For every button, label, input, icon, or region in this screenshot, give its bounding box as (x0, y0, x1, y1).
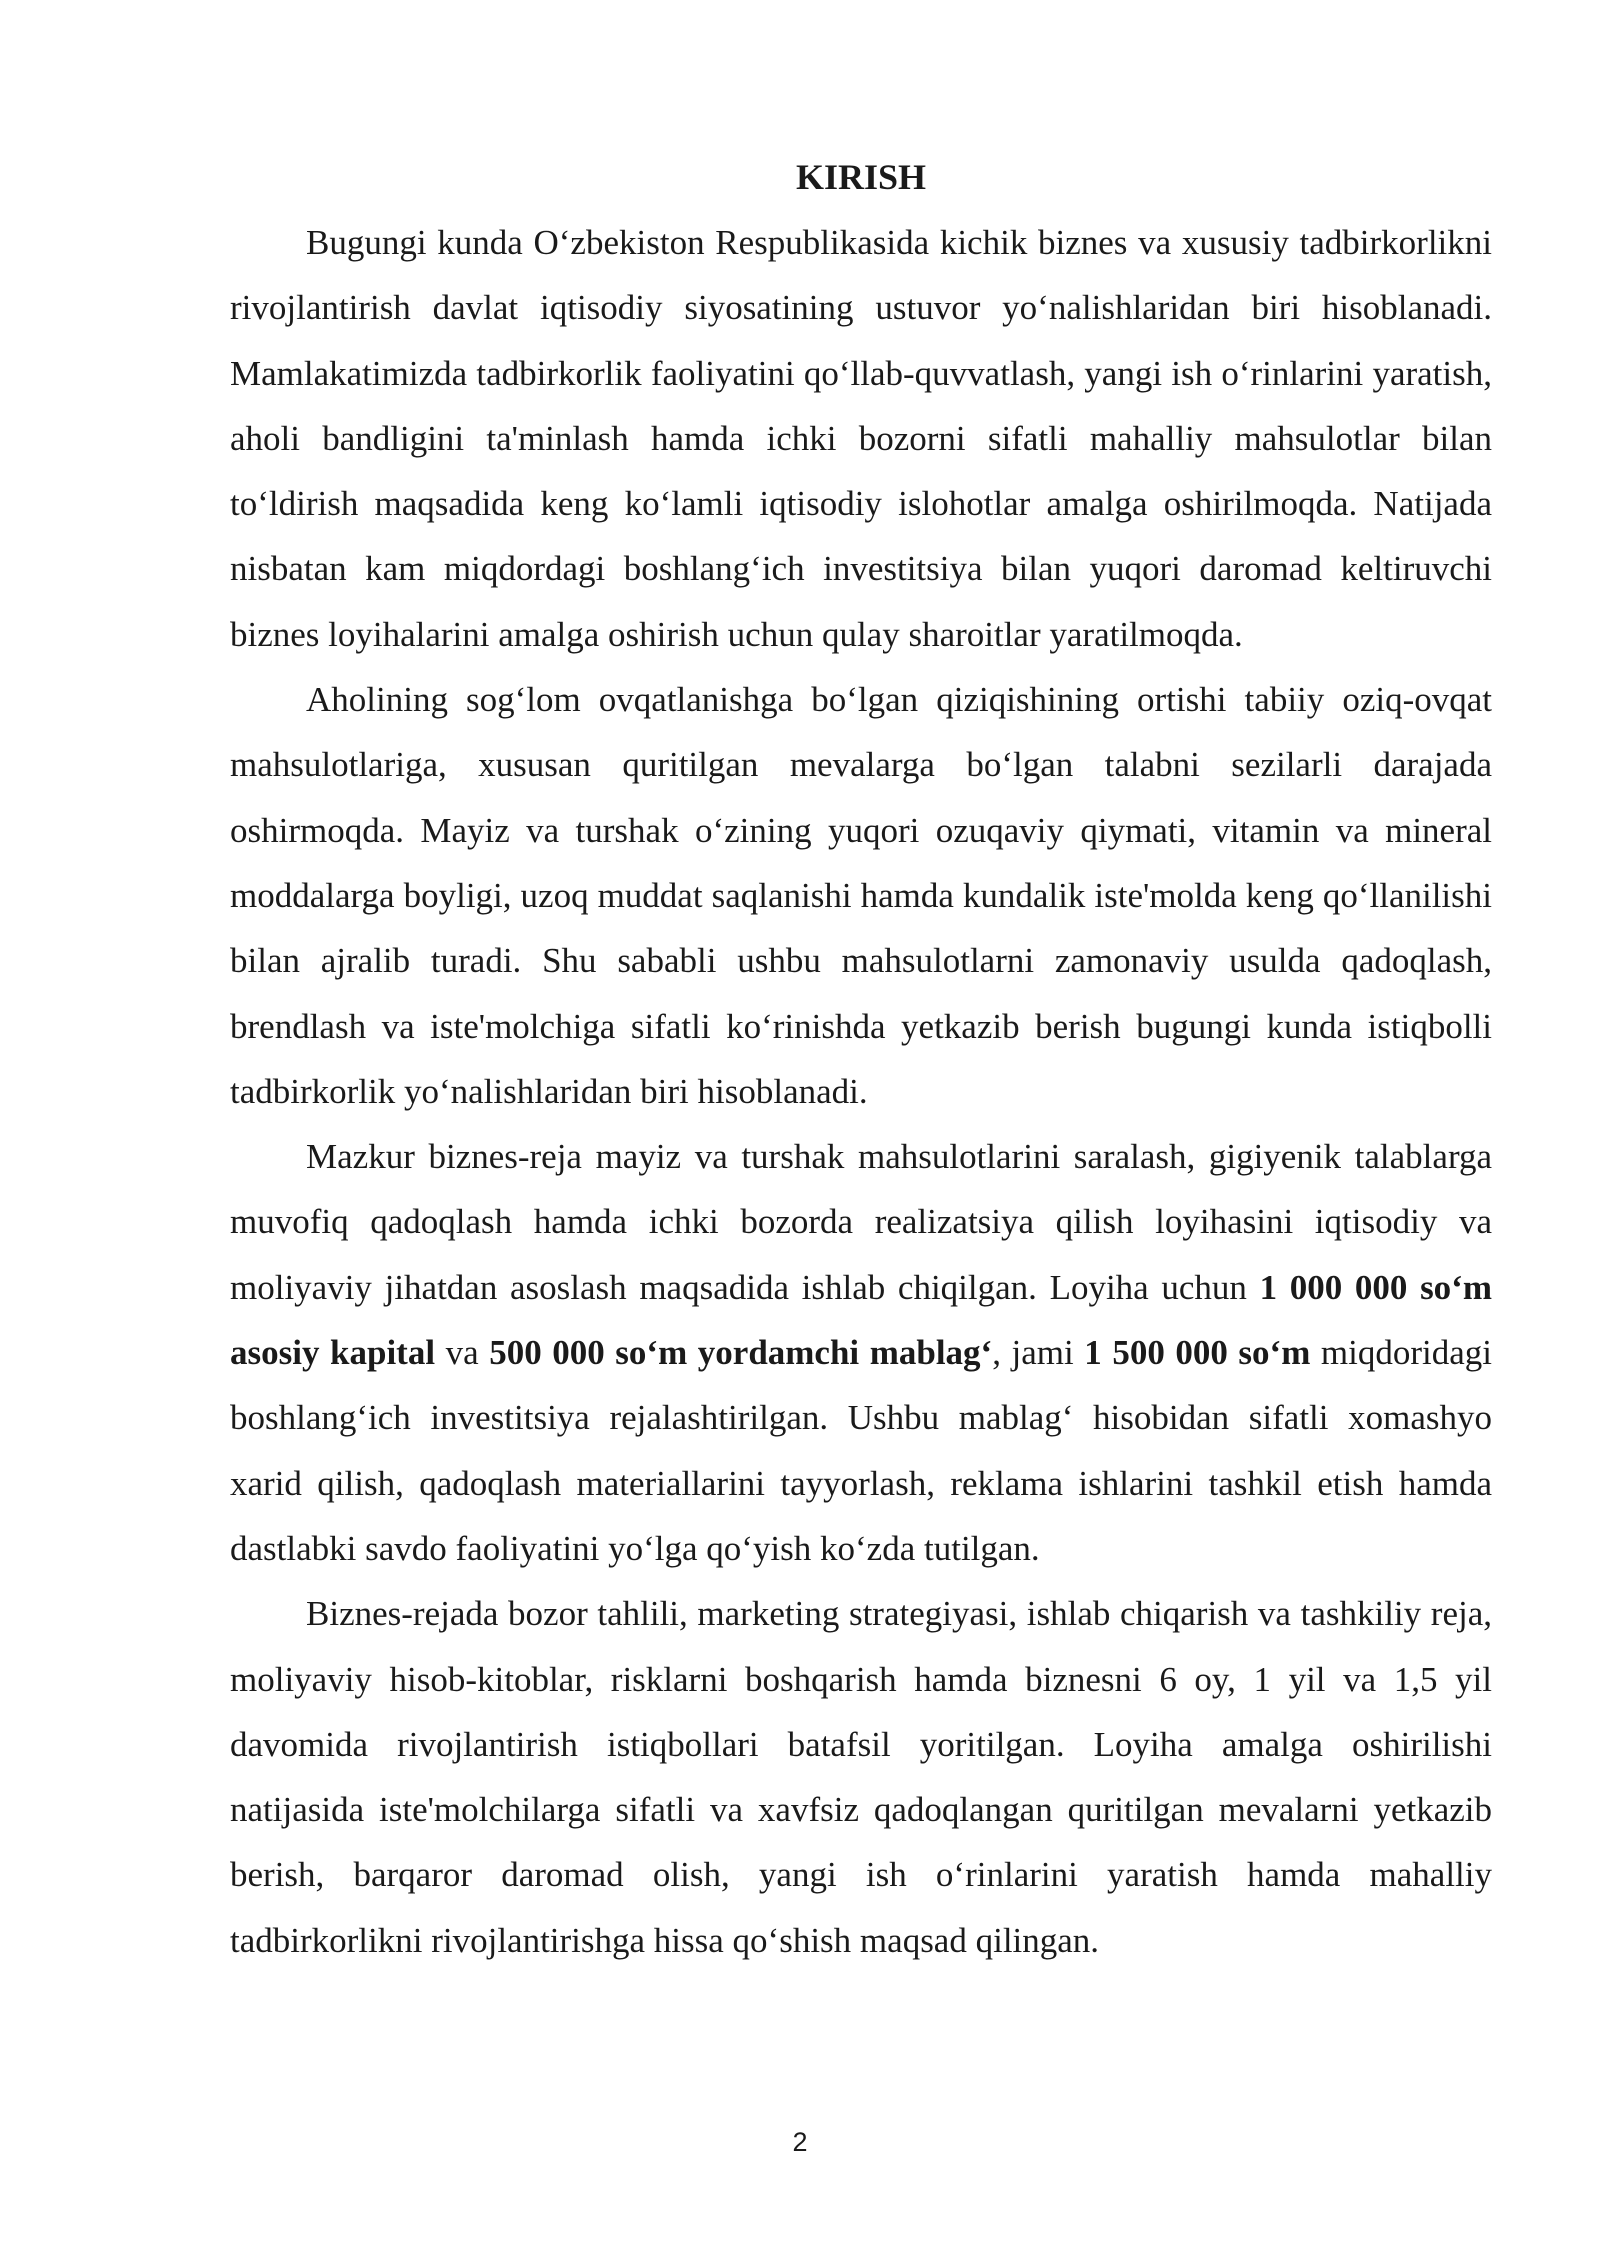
paragraph-1: Bugungi kunda O‘zbekiston Respublikasida kichik biznes va xususiy tadbirkorlikni rivojlantirish davlat iqtisodiy siyosatining ustuvor yo‘nalishlaridan biri hisoblanadi. Mamlakatimizda tadbirkorlik faoliyatini qo‘llab-quvvatlash, yangi ish o‘rinlarini yaratish, aholi bandligini ta'minlash hamda ichki bozorni sifatli mahalliy mahsulotlar bilan to‘ldirish maqsadida keng ko‘lamli iqtisodiy islohotlar amalga oshirilmoqda. Natijada nisbatan kam miqdordagi boshlang‘ich investitsiya bilan yuqori daromad keltiruvchi biznes loyihalarini amalga oshirish uchun qulay sharoitlar yaratilmoqda. (230, 223, 1492, 654)
paragraph-3-bold-total: 1 500 000 so‘m (1084, 1333, 1311, 1373)
paragraph-3-bold-auxiliary: 500 000 so‘m yordamchi mablag‘ (489, 1333, 993, 1373)
page-number: 2 (792, 2127, 808, 2157)
section-title: KIRISH (795, 157, 927, 197)
paragraph-3-text-1: Mazkur biznes-reja mayiz va turshak mahsulotlarini saralash, gigiyenik talablarga muvofiq qadoqlash hamda ichki bozorda realizatsiya qilish loyihasini iqtisodiy va moliyaviy jihatdan asoslash maqsadida ishlab chiqilgan. Loyiha uchun (230, 1137, 1492, 1307)
paragraph-3-bold-capital: 1 000 000 so‘m asosiy kapital (230, 1267, 1492, 1373)
paragraph-3 (230, 1124, 1492, 1581)
paragraph-4: Biznes-rejada bozor tahlili, marketing strategiyasi, ishlab chiqarish va tashkiliy reja, moliyaviy hisob-kitoblar, risklarni boshqarish hamda biznesni 6 oy, 1 yil va 1,5 yil davomida rivojlantirish istiqbollari batafsil yoritilgan. Loyiha amalga oshirilishi natijasida iste'molchilarga sifatli va xavfsiz qadoqlangan quritilgan mevalarni yetkazib berish, barqaror daromad olish, yangi ish o‘rinlarini yaratish hamda mahalliy tadbirkorlikni rivojlantirishga hissa qo‘shish maqsad qilingan. (230, 1594, 1492, 1960)
paragraph-3-text-3: , jami (992, 1333, 1085, 1373)
paragraph-3-text-2: va (435, 1333, 490, 1373)
paragraph-3-text-4: miqdoridagi boshlang‘ich investitsiya rejalashtirilgan. Ushbu mablag‘ hisobidan sifatli xomashyo xarid qilish, qadoqlash materiallarini tayyorlash, reklama ishlarini tashkil etish hamda dastlabki savdo faoliyatini yo‘lga qo‘yish ko‘zda tutilgan. (230, 1333, 1493, 1568)
paragraph-2: Aholining sog‘lom ovqatlanishga bo‘lgan qiziqishining ortishi tabiiy oziq-ovqat mahsulotlariga, xususan quritilgan mevalarga bo‘lgan talabni sezilarli darajada oshirmoqda. Mayiz va turshak o‘zining yuqori ozuqaviy qiymati, vitamin va mineral moddalarga boyligi, uzoq muddat saqlanishi hamda kundalik iste'molda keng qo‘llanilishi bilan ajralib turadi. Shu sababli ushbu mahsulotlarni zamonaviy usulda qadoqlash, brendlash va iste'molchiga sifatli ko‘rinishda yetkazib berish bugungi kunda istiqbolli tadbirkorlik yo‘nalishlaridan biri hisoblanadi. (230, 680, 1492, 1111)
document-body (230, 145, 1492, 1973)
